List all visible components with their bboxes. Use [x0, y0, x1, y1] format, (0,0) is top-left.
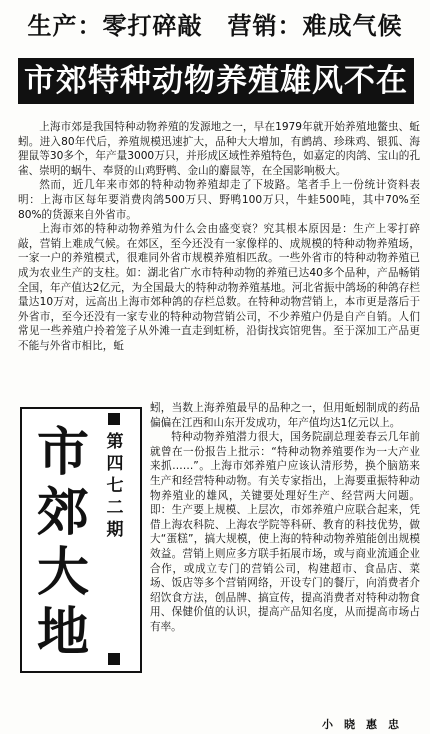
author-byline: 小 晓 惠 忠: [322, 718, 399, 731]
decorative-square: [108, 653, 120, 665]
column-name-char: 郊: [36, 482, 89, 543]
decorative-square: [108, 413, 120, 425]
issue-char: 七: [106, 476, 124, 496]
issue-char: 第: [106, 432, 124, 452]
column-title-box: [20, 407, 142, 673]
main-headline-bar: [18, 58, 414, 104]
issue-char: 期: [106, 520, 124, 540]
column-name-char: 市: [36, 422, 89, 483]
column-name-char: 大: [36, 542, 89, 603]
issue-number: [102, 431, 128, 541]
kicker-headline: 生产：零打碎敲 营销：难成气候: [27, 11, 403, 40]
issue-char: 二: [106, 498, 124, 518]
article-paragraph: 特种动物养殖潜力很大，国务院副总理姜春云几年前就曾在一份报告上批示：“特种动物养殖要作为一大产业来抓……”。上海市郊养殖户应该认清形势，换个脑筋来生产和经营特种动物。有关专家指出，上海要重振特种动物养殖业的雄风，关键要处理好生产、经营两大问题。即：生产要上规模、上层次，市郊养殖户应联合起来，凭借上海农科院、上海农学院等科研、教育的科技优势，做大“蛋糕”，搞大规模，使上海的特种动物养殖能创出规模效益。营销上则应多方联手拓展市场，或与商业流通企业合作，或成立专门的营销公司，构建超市、食品店、菜场、饭店等多个营销网络，开设专门的餐厅，向消费者介绍饮食方法，创品牌、搞宣传，提高消费者对特种动物食用、保健价值的认识，提高产品知名度，从而提高市场占有率。: [150, 431, 420, 633]
article-body-top: [18, 120, 420, 354]
column-name: [30, 423, 96, 663]
column-name-char: 地: [36, 602, 89, 663]
main-headline: 市郊特种动物养殖雄风不在: [24, 63, 408, 99]
issue-char: 四: [106, 454, 124, 474]
article-body-wrap: [150, 401, 420, 635]
article-paragraph: 上海市郊是我国特种动物养殖的发源地之一，早在1979年就开始养殖地鳖虫、蚯蚓。进入80年代后，养殖规模迅速扩大，品种大大增加，有鹧鸪、珍珠鸡、银狐、海狸鼠等30多个，年产量3000万只，并形成区域性养殖特色，如嘉定的肉鸽、宝山的孔雀、崇明的蜗牛、奉贤的山鸡野鸭、金山的麝鼠等，在全国影响极大。: [18, 121, 420, 177]
article-paragraph: 蚓，当数上海养殖最早的品种之一，但用蚯蚓制成的药品偏偏在江西和山东开发成功，年产值均达1亿元以上。: [150, 402, 420, 429]
article-paragraph: 上海市郊的特种动物养殖为什么会由盛变衰？究其根本原因是：生产上零打碎敲，营销上难成气候。在郊区，至今还没有一家像样的、成规模的特种动物养殖场，一家一户的养殖模式，很难同外省市规模养殖相匹敌。一些外省市的特种动物养殖已成为农业生产的支柱。如：湖北省广水市特种动物的养殖已达40多个品种，产品畅销全国，年产值达2亿元，为全国最大的特种动物养殖基地。河北省振中鸽场的种鸽存栏量达10万对，远高出上海市郊种鸽的存栏总数。在特种动物营销上，本市更是落后于外省市，至今还没有一家专业的特种动物营销公司，不少养殖户仍是自产自销。人们常见一些养殖户拎着笼子从外滩一直走到虹桥，沿街找宾馆兜售。至于深加工产品更不能与外省市相比，蚯: [18, 223, 420, 352]
article-paragraph: 然而，近几年来市郊的特种动物养殖却走了下坡路。笔者手上一份统计资料表明：上海市区每年要消费肉鸽500万只、野鸭100万只，牛蛙500吨，其中70%至80%的货源来自外省市。: [18, 179, 420, 221]
